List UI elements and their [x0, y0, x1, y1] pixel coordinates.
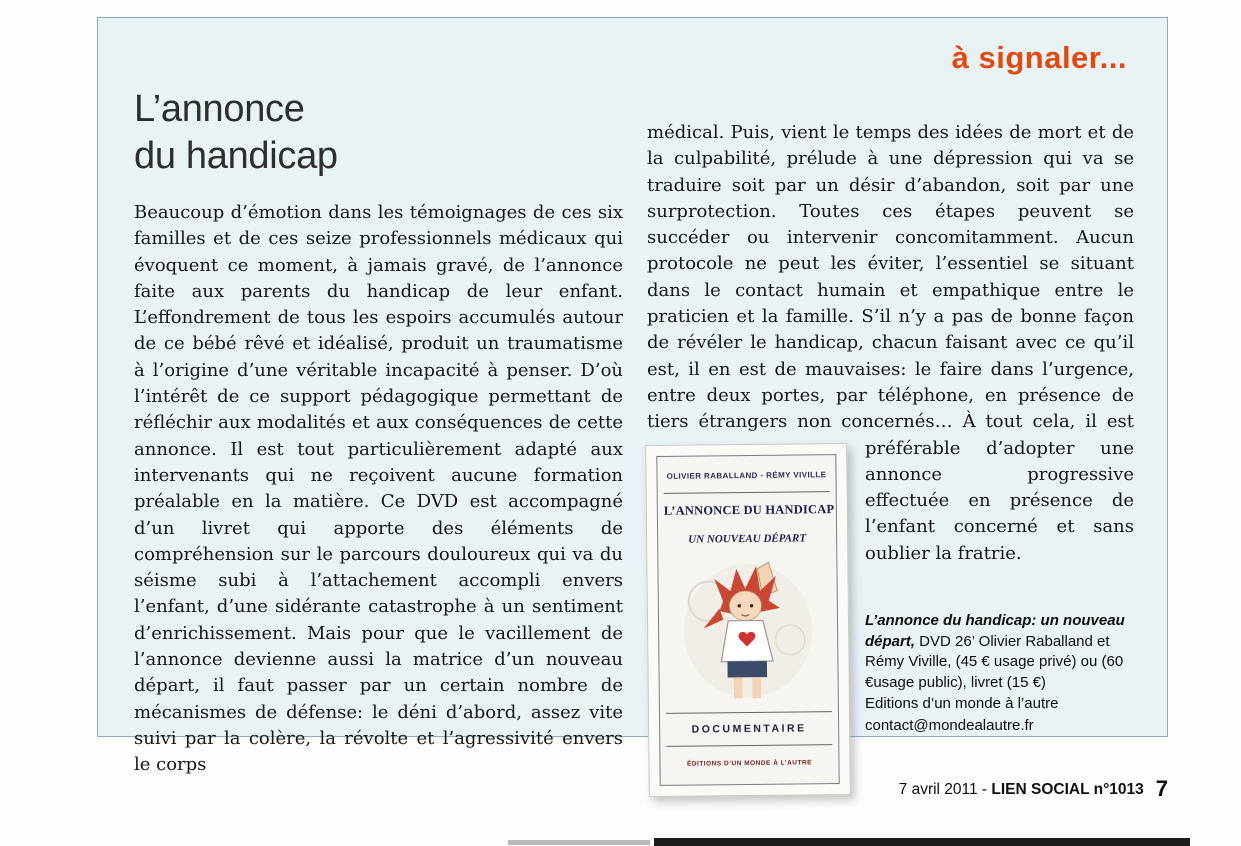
dvd-cover-title: L’ANNONCE DU HANDICAP: [663, 501, 835, 518]
dvd-cover-publisher-logo: ÉDITIONS D’UN MONDE À L’AUTRE: [686, 759, 813, 768]
page-footer: [899, 776, 1168, 802]
footer-issue: LIEN SOCIAL n°1013: [991, 781, 1144, 798]
dvd-cover-genre: DOCUMENTAIRE: [666, 711, 832, 747]
article-text-left: Beaucoup d’émotion dans les témoignages de ces six familles et de ces seize professionnels médicaux qui évoquent ce moment, à jamais gravé, de l’annonce faite aux parents du handicap de leur enfant. L’effondrement de tous les espoirs accumulés autour de ce bébé rêvé et idéalisé, produit un traumatisme à l’origine d’une véritable incapacité à penser. D’où l’intérêt de ce support pédagogique permettant de réfléchir aux modalités et aux conséquences de cette annonce. Il est tout particulièrement adapté aux intervenants qui ne reçoivent aucune formation préalable en la matière. Ce DVD est accompagné d’un livret qui apporte des éléments de compréhension sur le parcours douloureux qui va du séisme subi à l’attachement accompli envers l’enfant, d’une sidérante catastrophe à un sentiment d’enrichissement. Mais pour que le vacillement de l’annonce devienne aussi la matrice d’un nouveau départ, il faut passer par un certain nombre de mécanismes de défense: le déni d’abord, assez vite suivi par la colère, la révolte et l’agressivité envers le corps: [134, 202, 623, 776]
section-label: à signaler...: [951, 40, 1127, 75]
dvd-caption-details: DVD 26’ Olivier Raballand et Rémy Viville, (45 € usage privé) ou (60 €usage public), livret (15 €): [865, 632, 1124, 691]
dvd-cover-inner: [656, 454, 839, 786]
footer-page-number: 7: [1155, 776, 1168, 801]
article-title: [134, 86, 338, 180]
article-column-right: [647, 120, 1134, 805]
article-title-line1: L’annonce: [134, 88, 305, 130]
dvd-caption-title: L’annonce du handicap: un nouveau départ,: [865, 612, 1125, 650]
article-panel: [97, 17, 1168, 776]
dvd-cover-thumbnail: [645, 443, 851, 797]
footer-date: 7 avril 2011 -: [898, 781, 992, 798]
dvd-cover-subtitle: UN NOUVEAU DÉPART: [688, 531, 807, 545]
dvd-cover-illustration: [664, 553, 832, 711]
scan-artifact-bar-left: [508, 840, 650, 845]
article-text-right-after: cela, il est préférable d’adopter une annonce progressive effectuée en présence de l’enfant concerné et sans oublier la fratrie.: [865, 411, 1134, 564]
scan-artifact-bar-right: [654, 838, 1190, 846]
dvd-caption-publisher: Editions d’un monde à l’autre: [865, 695, 1059, 713]
article-text-right-before: médical. Puis, vient le temps des idées de mort et de la culpabilité, prélude à une dépression qui va se traduire soit par un désir d’abandon, soit par une surprotection. Toutes ces étapes peuvent se succéder ou intervenir concomitamment. Aucun protocole ne peut les éviter, l’essentiel se situant dans le contact humain et empathique entre le praticien et la famille. S’il n’y a pas de bonne façon de révéler le handicap, chacun faisant avec ce qu’il est, il en est de mauvaises: le faire dans l’urgence, entre deux portes, par téléphone, en présence de tiers étrangers non concernés… À tout: [647, 122, 1134, 433]
dvd-caption-contact: contact@mondealautre.fr: [865, 716, 1034, 734]
dvd-cover-authors: OLIVIER RABALLAND - RÉMY VIVILLE: [663, 462, 829, 494]
dvd-caption: [865, 611, 1134, 736]
article-title-line2: du handicap: [134, 135, 338, 177]
article-column-left: [134, 200, 623, 779]
